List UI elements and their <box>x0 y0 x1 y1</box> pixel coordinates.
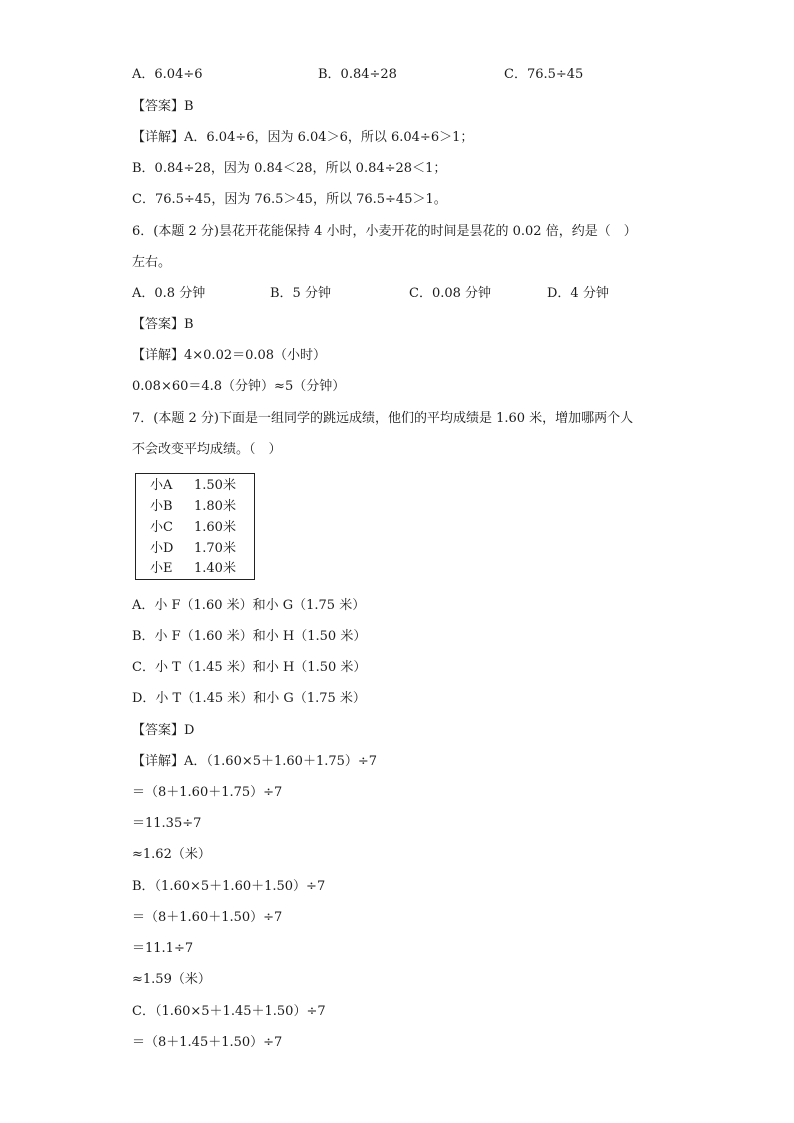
q5-answer: 【答案】B <box>132 99 194 114</box>
student-name: 小B <box>150 499 173 514</box>
q6-option-a: A．0.8 分钟 <box>132 286 206 301</box>
student-name: 小A <box>150 478 173 493</box>
score-row <box>136 519 254 537</box>
q7-option-c: C．小 T（1.45 米）和小 H（1.50 米） <box>132 660 367 675</box>
q5-detail-line: B．0.84÷28，因为 0.84＜28，所以 0.84÷28＜1； <box>132 161 447 176</box>
q7-answer: 【答案】D <box>132 723 195 738</box>
student-score: 1.80米 <box>194 499 236 514</box>
q6-answer: 【答案】B <box>132 317 194 332</box>
q6-option-b: B．5 分钟 <box>270 286 331 301</box>
q7-detail-line: ＝11.35÷7 <box>132 816 202 831</box>
student-name: 小C <box>150 520 173 535</box>
q7-detail-line: 【详解】A．（1.60×5＋1.60＋1.75）÷7 <box>132 754 378 769</box>
score-row <box>136 498 254 516</box>
score-table <box>135 473 255 580</box>
q6-option-c: C．0.08 分钟 <box>409 286 492 301</box>
q7-detail-line: ＝11.1÷7 <box>132 941 194 956</box>
student-score: 1.60米 <box>194 520 236 535</box>
student-score: 1.40米 <box>194 561 236 576</box>
q6-detail-line: 【详解】4×0.02＝0.08（小时） <box>132 348 327 363</box>
q7-detail-line: ≈1.62（米） <box>132 847 211 862</box>
q7-detail-line: ≈1.59（米） <box>132 972 211 987</box>
q5-detail-line: 【详解】A．6.04÷6，因为 6.04＞6，所以 6.04÷6＞1； <box>132 130 474 145</box>
q5-detail-line: C．76.5÷45，因为 76.5＞45，所以 76.5÷45＞1。 <box>132 192 447 207</box>
score-row <box>136 540 254 558</box>
student-name: 小E <box>150 561 173 576</box>
q7-stem-line: 不会改变平均成绩。（ ） <box>132 442 282 457</box>
q5-option-a: A．6.04÷6 <box>132 67 203 82</box>
q6-option-d: D．4 分钟 <box>547 286 609 301</box>
student-name: 小D <box>150 541 174 556</box>
student-score: 1.50米 <box>194 478 236 493</box>
q6-stem-line: 6．(本题 2 分)昙花开花能保持 4 小时，小麦开花的时间是昙花的 0.02 倍，约是（ ） <box>132 224 637 239</box>
q7-detail-line: C．（1.60×5＋1.45＋1.50）÷7 <box>132 1004 326 1019</box>
q5-option-c: C．76.5÷45 <box>504 67 584 82</box>
q7-option-b: B．小 F（1.60 米）和小 H（1.50 米） <box>132 629 367 644</box>
q7-stem-line: 7．(本题 2 分)下面是一组同学的跳远成绩，他们的平均成绩是 1.60 米，增加哪两个人 <box>132 411 634 426</box>
student-score: 1.70米 <box>194 541 236 556</box>
q6-stem-line: 左右。 <box>132 255 172 270</box>
q7-detail-line: ＝（8＋1.45＋1.50）÷7 <box>132 1035 283 1050</box>
q5-option-b: B．0.84÷28 <box>318 67 397 82</box>
q6-detail-line: 0.08×60＝4.8（分钟）≈5（分钟） <box>132 379 346 394</box>
score-row <box>136 560 254 578</box>
q7-detail-line: B．（1.60×5＋1.60＋1.50）÷7 <box>132 879 326 894</box>
q7-option-d: D．小 T（1.45 米）和小 G（1.75 米） <box>132 691 366 706</box>
q7-detail-line: ＝（8＋1.60＋1.75）÷7 <box>132 785 283 800</box>
q7-detail-line: ＝（8＋1.60＋1.50）÷7 <box>132 910 283 925</box>
score-row <box>136 477 254 495</box>
q7-option-a: A．小 F（1.60 米）和小 G（1.75 米） <box>132 598 366 613</box>
